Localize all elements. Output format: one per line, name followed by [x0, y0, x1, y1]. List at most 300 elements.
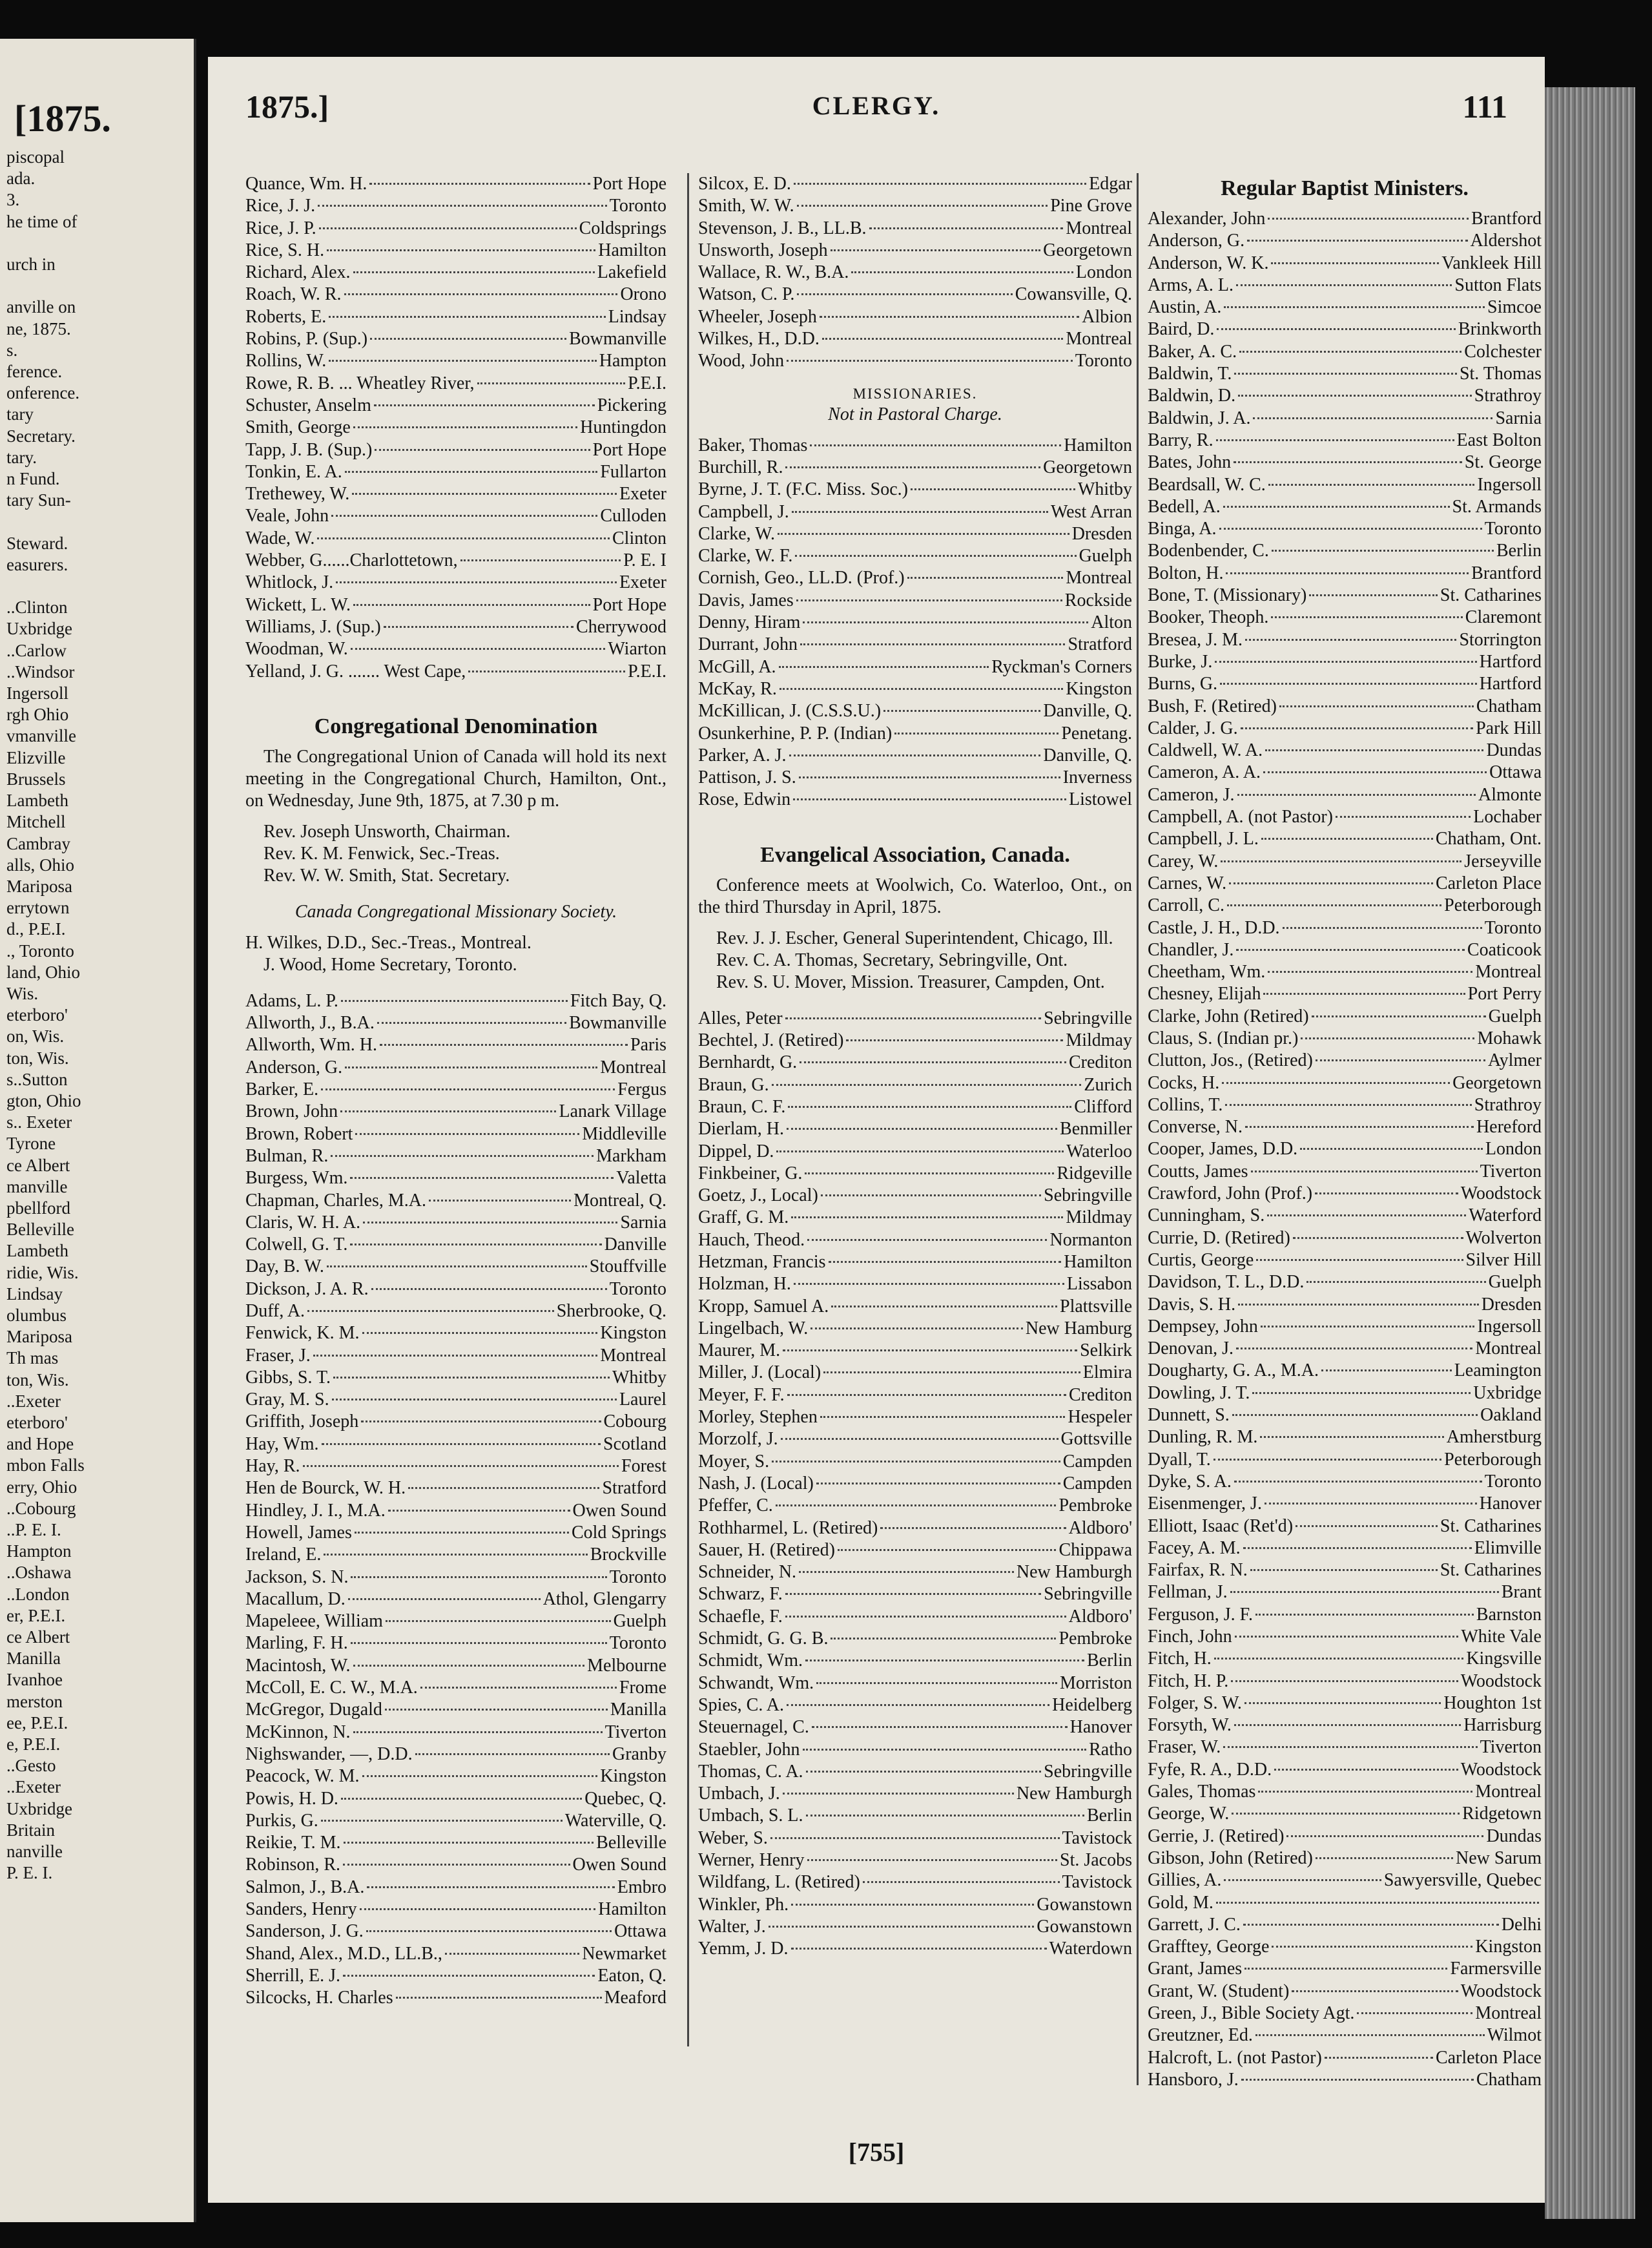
entry-place: Edgar — [1089, 174, 1132, 194]
entry-name: McGregor, Dugald — [245, 1700, 382, 1720]
directory-entry — [245, 350, 666, 372]
entry-name: Cameron, A. A. — [1148, 762, 1261, 783]
dot-leader — [776, 1150, 1064, 1152]
dot-leader — [1321, 1369, 1452, 1371]
dot-leader — [353, 426, 577, 428]
directory-entry — [698, 479, 1132, 501]
directory-entry — [1148, 2024, 1542, 2046]
entry-name: Anderson, G. — [1148, 231, 1245, 251]
entry-place: Athol, Glengarry — [542, 1588, 666, 1609]
dot-leader — [797, 293, 1012, 295]
entry-name: Gold, M. — [1148, 1892, 1213, 1913]
dot-leader — [1263, 993, 1465, 995]
entry-name: Silcox, E. D. — [698, 174, 791, 194]
directory-entry — [245, 218, 666, 240]
entry-place: Hanover — [1479, 1493, 1542, 1514]
entry-place: Aldboro' — [1068, 1517, 1132, 1538]
congregational-clergy-list — [245, 990, 666, 2010]
entry-place: Selkirk — [1080, 1340, 1132, 1361]
previous-page-line: ..Carlow — [6, 640, 67, 660]
entry-name: Baird, D. — [1148, 319, 1215, 340]
directory-entry — [698, 1517, 1132, 1539]
dot-leader — [396, 1997, 602, 1999]
previous-page-line: d., P.E.I. — [6, 919, 66, 939]
entry-name: Forsyth, W. — [1148, 1715, 1232, 1736]
entry-name: Bechtel, J. (Retired) — [698, 1030, 844, 1051]
previous-page-line: n Fund. — [6, 469, 60, 489]
directory-entry — [698, 1561, 1132, 1583]
directory-entry — [1148, 275, 1542, 297]
directory-entry — [245, 1610, 666, 1632]
directory-entry — [245, 990, 666, 1012]
directory-entry — [1148, 1515, 1542, 1537]
dot-leader — [863, 1881, 1060, 1883]
dot-leader — [322, 1443, 601, 1445]
entry-name: Baldwin, T. — [1148, 364, 1232, 384]
entry-place: Guelph — [1488, 1272, 1542, 1293]
directory-entry — [698, 1672, 1132, 1694]
entry-place: Sherbrooke, Q. — [556, 1300, 666, 1321]
entry-place: Cherrywood — [576, 616, 666, 637]
dot-leader — [331, 515, 597, 517]
entry-place: Brinkworth — [1458, 319, 1542, 340]
entry-place: Montreal — [1066, 568, 1132, 588]
entry-place: Montreal — [1475, 1338, 1542, 1359]
dot-leader — [1224, 306, 1485, 308]
directory-entry — [245, 1190, 666, 1212]
entry-name: Gillies, A. — [1148, 1870, 1222, 1891]
entry-place: Cobourg — [603, 1411, 666, 1432]
dot-leader — [408, 1487, 599, 1489]
entry-place: Hamilton — [1064, 1251, 1132, 1272]
entry-place: Stratford — [602, 1478, 666, 1499]
entry-place: Clifford — [1074, 1096, 1132, 1117]
entry-name: Byrne, J. T. (F.C. Miss. Soc.) — [698, 479, 908, 500]
entry-place: Morriston — [1060, 1672, 1132, 1693]
dot-leader — [816, 1483, 1060, 1484]
dot-leader — [351, 1576, 606, 1578]
entry-name: Dougharty, G. A., M.A. — [1148, 1360, 1319, 1381]
entry-name: Weber, S. — [698, 1827, 768, 1848]
dot-leader — [785, 1593, 1041, 1595]
entry-name: Umbach, S. L. — [698, 1806, 803, 1826]
book-page-edges — [1545, 87, 1635, 2219]
directory-entry — [245, 1411, 666, 1433]
dot-leader — [307, 1310, 554, 1312]
entry-place: Vankleek Hill — [1441, 253, 1542, 273]
entry-name: Gerrie, J. (Retired) — [1148, 1826, 1285, 1846]
directory-entry — [1148, 1537, 1542, 1559]
directory-entry — [698, 1118, 1132, 1140]
dot-leader — [1252, 1392, 1471, 1394]
entry-place: Woodstock — [1460, 1183, 1542, 1204]
directory-entry — [1148, 1404, 1542, 1426]
entry-name: Booker, Theoph. — [1148, 607, 1269, 628]
dot-leader — [800, 1061, 1066, 1063]
entry-name: Arms, A. L. — [1148, 275, 1234, 295]
entry-place: Mildmay — [1066, 1030, 1132, 1051]
entry-place: Danville, Q. — [1043, 745, 1132, 765]
dot-leader — [343, 1864, 570, 1866]
previous-page-line: P. E. I. — [6, 1863, 53, 1883]
entry-place: Sebringville — [1044, 1761, 1132, 1782]
directory-entry — [1148, 1449, 1542, 1471]
entry-name: Denovan, J. — [1148, 1338, 1234, 1359]
directory-entry — [245, 1300, 666, 1322]
entry-place: Brant — [1501, 1582, 1542, 1603]
dot-leader — [360, 1908, 596, 1910]
directory-entry — [1148, 1869, 1542, 1891]
evangelical-section-title: Evangelical Association, Canada. — [760, 842, 1070, 867]
missionary-society-title: Canada Congregational Missionary Society. — [294, 901, 617, 922]
entry-place: St. George — [1464, 452, 1542, 473]
entry-place: New Hamburgh — [1016, 1784, 1132, 1804]
directory-entry — [698, 1096, 1132, 1118]
entry-name: Schaefle, F. — [698, 1606, 783, 1627]
entry-name: Smith, W. W. — [698, 196, 794, 216]
directory-entry — [1148, 1714, 1542, 1736]
entry-name: Umbach, J. — [698, 1784, 780, 1804]
entry-place: P. E. I — [623, 550, 666, 571]
entry-name: Claris, W. H. A. — [245, 1212, 361, 1233]
entry-place: Pembroke — [1058, 1629, 1132, 1649]
dot-leader — [1268, 484, 1475, 486]
directory-entry — [1148, 1028, 1542, 1050]
entry-name: Alexander, John — [1148, 209, 1266, 229]
previous-page-line: Secretary. — [6, 426, 76, 446]
directory-entry — [1148, 1847, 1542, 1869]
dot-leader — [829, 1261, 1062, 1263]
entry-name: Alles, Peter — [698, 1008, 783, 1028]
entry-name: Baker, A. C. — [1148, 341, 1237, 362]
directory-entry — [1148, 518, 1542, 540]
entry-name: Woodman, W. — [245, 639, 348, 660]
dot-leader — [838, 1549, 1057, 1551]
entry-name: Pfeffer, C. — [698, 1495, 773, 1516]
entry-name: Brown, John — [245, 1101, 338, 1122]
dot-leader — [1220, 683, 1476, 685]
entry-place: Culloden — [600, 506, 666, 526]
dot-leader — [353, 1665, 585, 1667]
entry-place: Hampton — [599, 351, 666, 371]
dot-leader — [1268, 218, 1469, 220]
previous-page-line: ee, P.E.I. — [6, 1712, 68, 1733]
entry-place: Melbourne — [587, 1655, 666, 1676]
directory-entry — [245, 1012, 666, 1034]
directory-entry — [1148, 696, 1542, 718]
entry-name: Wildfang, L. (Retired) — [698, 1872, 860, 1893]
dot-leader — [331, 1155, 594, 1157]
entry-place: Brockville — [590, 1545, 666, 1565]
entry-name: Castle, J. H., D.D. — [1148, 917, 1280, 938]
dot-leader — [380, 1044, 628, 1046]
entry-place: Ryckman's Corners — [991, 656, 1132, 677]
directory-entry — [1148, 563, 1542, 585]
directory-entry — [1148, 474, 1542, 496]
entry-place: Waterville, Q. — [564, 1810, 666, 1831]
entry-place: London — [1075, 262, 1132, 283]
entry-place: Normanton — [1049, 1229, 1132, 1250]
dot-leader — [1239, 351, 1461, 353]
dot-leader — [303, 1465, 619, 1467]
previous-page-line: piscopal — [6, 147, 65, 167]
previous-page-line: ..Gesto — [6, 1756, 56, 1776]
header-page-number: 111 — [1462, 88, 1507, 125]
entry-name: Grant, James — [1148, 1959, 1243, 1979]
directory-entry — [245, 1655, 666, 1677]
entry-name: Whitlock, J. — [245, 572, 334, 593]
dot-leader — [810, 444, 1061, 446]
entry-name: Dickson, J. A. R. — [245, 1278, 369, 1299]
directory-entry — [1148, 1006, 1542, 1028]
dot-leader — [1216, 439, 1454, 441]
dot-leader — [793, 798, 1066, 800]
entry-place: Claremont — [1465, 607, 1542, 628]
entry-place: Tiverton — [1480, 1737, 1542, 1758]
dot-leader — [1245, 639, 1456, 641]
entry-place: Tiverton — [1480, 1161, 1542, 1181]
entry-place: Scotland — [603, 1433, 666, 1454]
dot-leader — [1271, 616, 1462, 618]
header-year: 1875.] — [245, 88, 329, 125]
directory-entry — [1148, 1205, 1542, 1227]
entry-name: Fellman, J. — [1148, 1582, 1228, 1603]
entry-place: Listowel — [1069, 789, 1132, 810]
entry-name: Hay, Wm. — [245, 1433, 319, 1454]
entry-name: Silcocks, H. Charles — [245, 1988, 393, 2008]
directory-entry — [1148, 1249, 1542, 1271]
entry-place: St. Catharines — [1440, 585, 1542, 606]
dot-leader — [783, 1349, 1077, 1351]
dot-leader — [1232, 1414, 1478, 1416]
entry-place: Dundas — [1486, 1826, 1542, 1846]
entry-place: Inverness — [1062, 767, 1132, 788]
directory-entry — [245, 1810, 666, 1832]
directory-entry — [1148, 2069, 1542, 2091]
previous-page-fragment — [0, 39, 196, 2222]
entry-place: Farmersville — [1450, 1959, 1542, 1979]
entry-place: Campden — [1062, 1473, 1132, 1493]
dot-leader — [772, 1084, 1082, 1086]
previous-page-line: ton, Wis. — [6, 1369, 69, 1389]
entry-place: Amherstburg — [1446, 1427, 1542, 1448]
dot-leader — [385, 1709, 608, 1711]
previous-page-line: Manilla — [6, 1649, 61, 1669]
directory-entry — [245, 1477, 666, 1499]
entry-name: Dippel, D. — [698, 1141, 774, 1161]
dot-leader — [1251, 1171, 1478, 1172]
dot-leader — [781, 1438, 1058, 1440]
entry-place: Coaticook — [1467, 939, 1542, 960]
directory-entry — [1148, 1360, 1542, 1382]
entry-name: Fraser, W. — [1148, 1737, 1221, 1758]
directory-entry — [698, 1716, 1132, 1738]
directory-entry — [245, 1212, 666, 1234]
directory-entry — [1148, 718, 1542, 740]
directory-entry — [1148, 1626, 1542, 1648]
directory-entry — [1148, 784, 1542, 806]
dot-leader — [366, 1930, 612, 1932]
directory-entry — [698, 1296, 1132, 1318]
entry-name: Colwell, G. T. — [245, 1234, 348, 1255]
dot-leader — [1230, 1591, 1499, 1593]
previous-page-line: manville — [6, 1176, 68, 1196]
directory-entry — [698, 1694, 1132, 1716]
entry-name: Crawford, John (Prof.) — [1148, 1183, 1313, 1204]
directory-entry — [1148, 1294, 1542, 1316]
previous-page-lines — [0, 147, 194, 1884]
dot-leader — [329, 360, 597, 362]
entry-place: Ottawa — [614, 1921, 666, 1942]
dot-leader — [1261, 838, 1433, 840]
entry-name: Roberts, E. — [245, 306, 327, 327]
dot-leader — [1255, 1614, 1474, 1616]
entry-place: Toronto — [609, 1566, 666, 1587]
officer-line: H. Wilkes, D.D., Sec.-Treas., Montreal. — [245, 932, 532, 953]
entry-place: Woodstock — [1460, 1759, 1542, 1780]
entry-place: Peterborough — [1444, 1449, 1542, 1470]
dot-leader — [1243, 1547, 1472, 1549]
directory-entry — [1148, 828, 1542, 850]
entry-name: Caldwell, W. A. — [1148, 740, 1263, 761]
column-3 — [1137, 173, 1542, 2090]
directory-entry — [698, 767, 1132, 789]
entry-place: Ingersoll — [1477, 1316, 1542, 1337]
entry-place: Middleville — [582, 1123, 666, 1144]
dot-leader — [1265, 1503, 1477, 1504]
entry-place: Montreal, Q. — [573, 1190, 666, 1211]
entry-place: Chatham, Ont. — [1435, 829, 1542, 849]
dot-leader — [787, 360, 1073, 362]
entry-place: Chippawa — [1058, 1539, 1132, 1560]
dot-leader — [1255, 2034, 1485, 2036]
dot-leader — [1225, 1104, 1471, 1106]
entry-name: Wilkes, H., D.D. — [698, 329, 820, 349]
entry-place: Rockside — [1064, 590, 1132, 610]
dot-leader — [807, 1859, 1057, 1861]
entry-place: Belleville — [596, 1833, 666, 1853]
entry-name: Fairfax, R. N. — [1148, 1560, 1248, 1581]
entry-place: Guelph — [1488, 1006, 1542, 1026]
page-header — [245, 88, 1507, 133]
dot-leader — [1234, 1724, 1461, 1726]
entry-name: Powis, H. D. — [245, 1788, 338, 1809]
dot-leader — [780, 688, 1063, 690]
directory-entry — [1148, 607, 1542, 629]
directory-entry — [1148, 253, 1542, 275]
directory-entry — [245, 1389, 666, 1411]
previous-page-line: and Hope — [6, 1434, 74, 1454]
entry-name: Campbell, J. — [698, 501, 789, 522]
previous-page-line: ..P. E. I. — [6, 1520, 61, 1539]
directory-entry — [245, 1234, 666, 1256]
dot-leader — [794, 1283, 1064, 1285]
congregational-meeting-notice: The Congregational Union of Canada will hold its next meeting in the Congregational Church, Hamilton, Ont., on Wednesday, June 9th, 1875, at 7.30 p m. — [245, 746, 666, 811]
entry-place: Lindsay — [608, 306, 666, 327]
entry-place: Ratho — [1089, 1739, 1132, 1760]
dot-leader — [363, 1222, 617, 1223]
entry-name: Garrett, J. C. — [1148, 1914, 1241, 1935]
entry-name: Rice, J. J. — [245, 196, 316, 216]
dot-leader — [796, 599, 1062, 601]
previous-page-line: Cambray — [6, 833, 70, 853]
entry-name: Wood, John — [698, 351, 785, 371]
dot-leader — [468, 671, 625, 672]
directory-entry — [698, 1606, 1132, 1628]
entry-name: Werner, Henry — [698, 1850, 805, 1870]
directory-entry — [245, 638, 666, 660]
dot-leader — [812, 1726, 1068, 1728]
directory-entry — [1148, 1936, 1542, 1958]
dot-leader — [791, 1216, 1063, 1218]
directory-entry — [698, 1451, 1132, 1473]
entry-place: Toronto — [609, 196, 666, 216]
directory-entry — [245, 284, 666, 306]
entry-place: London — [1485, 1139, 1542, 1160]
entry-place: Laurel — [619, 1389, 666, 1410]
previous-page-line: errytown — [6, 898, 70, 918]
dot-leader — [1301, 1037, 1474, 1039]
entry-name: Sherrill, E. J. — [245, 1965, 340, 1986]
entry-place: Leamington — [1454, 1360, 1542, 1381]
dot-leader — [783, 1793, 1014, 1795]
entry-place: Elimville — [1474, 1537, 1542, 1558]
entry-place: Sebringville — [1044, 1008, 1132, 1028]
dot-leader — [1237, 794, 1476, 796]
entry-name: Fraser, J. — [245, 1345, 311, 1366]
directory-entry — [245, 1079, 666, 1101]
entry-name: Coutts, James — [1148, 1161, 1248, 1181]
directory-entry — [245, 1278, 666, 1300]
dot-leader — [1271, 262, 1439, 264]
directory-entry — [245, 417, 666, 439]
directory-entry — [1148, 1914, 1542, 1936]
entry-name: Steuernagel, C. — [698, 1717, 809, 1738]
directory-entry — [245, 1057, 666, 1079]
entry-place: Danville — [604, 1234, 666, 1255]
dot-leader — [807, 1239, 1047, 1241]
entry-name: Nash, J. (Local) — [698, 1473, 814, 1493]
entry-place: Orono — [620, 284, 666, 305]
entry-name: Burgess, Wm. — [245, 1168, 348, 1189]
dot-leader — [429, 1200, 571, 1202]
entry-name: Tapp, J. B. (Sup.) — [245, 439, 373, 460]
entry-place: Gowanstown — [1037, 1916, 1132, 1937]
entry-name: Cheetham, Wm. — [1148, 962, 1266, 983]
entry-place: Simcoe — [1487, 297, 1542, 318]
previous-page-line: Hampton — [6, 1541, 72, 1561]
entry-name: Fyfe, R. A., D.D. — [1148, 1759, 1272, 1780]
dot-leader — [869, 227, 1064, 229]
entry-place: East Bolton — [1456, 430, 1542, 450]
dot-leader — [362, 1332, 598, 1334]
entry-name: Bush, F. (Retired) — [1148, 696, 1277, 716]
previous-page-line: olumbus — [6, 1305, 67, 1325]
entry-place: Gowanstown — [1037, 1894, 1132, 1915]
dot-leader — [883, 710, 1040, 712]
directory-entry — [245, 306, 666, 328]
entry-name: Macallum, D. — [245, 1588, 346, 1609]
dot-leader — [1223, 506, 1450, 508]
entry-place: Berlin — [1496, 541, 1542, 561]
officer-line: Rev. K. M. Fenwick, Sec.-Treas. — [263, 843, 500, 864]
entry-place: Berlin — [1087, 1806, 1132, 1826]
entry-place: White Vale — [1461, 1627, 1542, 1647]
dot-leader — [907, 577, 1064, 579]
entry-name: Ferguson, J. F. — [1148, 1604, 1253, 1625]
entry-name: Burchill, R. — [698, 457, 783, 477]
entry-place: Aldershot — [1470, 231, 1542, 251]
